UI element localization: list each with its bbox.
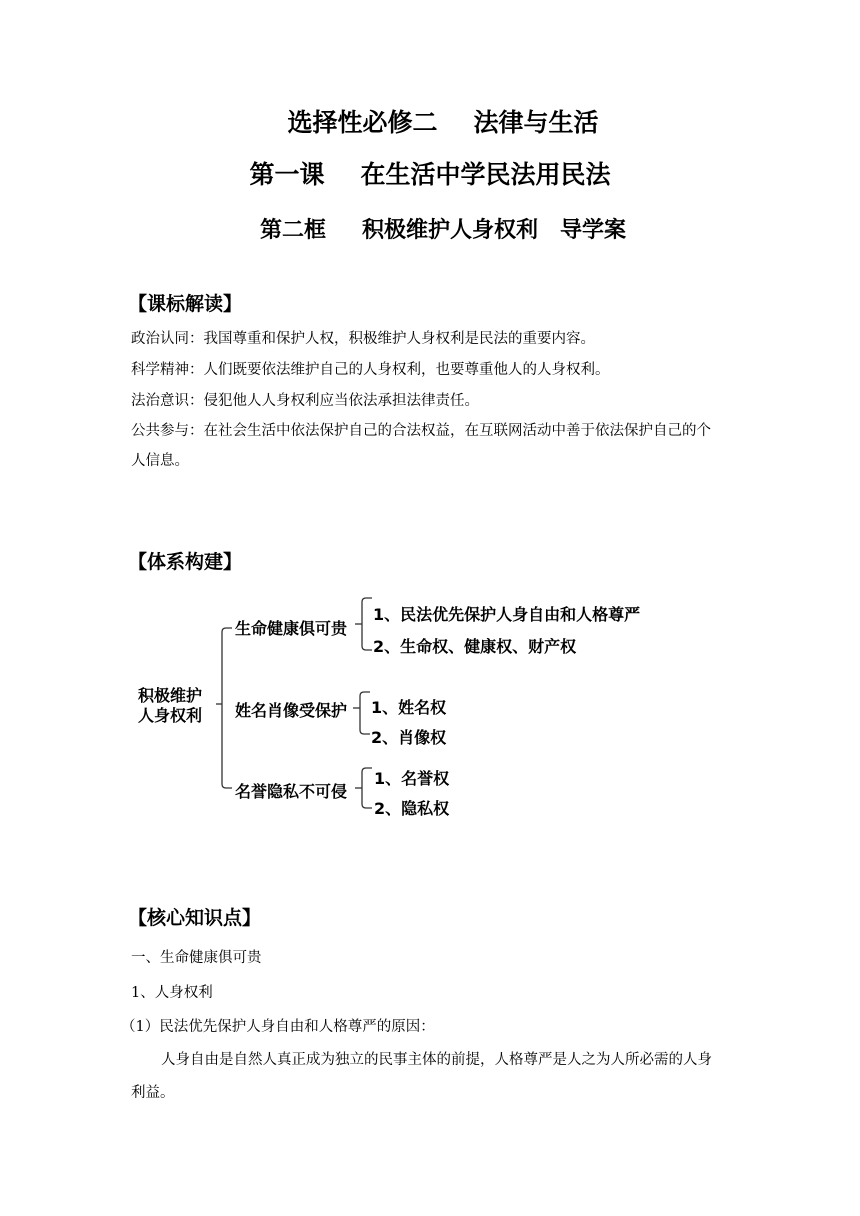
branch-label-reputation-privacy: 名誉隐私不可侵: [235, 782, 348, 801]
section-heading-core: 【核心知识点】: [128, 907, 262, 929]
core-line: （1）民法优先保护人身自由和人格尊严的原因：: [121, 1019, 435, 1035]
title-line-2: [0, 155, 860, 191]
core-line: 利益。: [131, 1085, 175, 1101]
diagram-root-line: 人身权利: [138, 706, 203, 725]
core-line: 1、人身权利: [131, 985, 213, 1001]
standard-line: 人信息。: [131, 453, 189, 469]
branch-label-life-health: 生命健康俱可贵: [235, 619, 348, 638]
main-bracket: [222, 628, 232, 788]
title-frame-number: 第二框: [259, 217, 326, 243]
title-frame-name: 积极维护人身权利: [361, 217, 538, 243]
standard-line: 公共参与：在社会生活中依法保护自己的合法权益，在互联网活动中善于依法保护自己的个: [131, 423, 711, 439]
branch-item: 2、隐私权: [374, 799, 450, 818]
branch-bracket-2: [360, 692, 370, 734]
branch-label-name-portrait: 姓名肖像受保护: [235, 701, 348, 720]
title-line-1: [0, 103, 860, 139]
branch-item: 1、民法优先保护人身自由和人格尊严: [373, 605, 641, 624]
title-lesson-number: 第一课: [249, 160, 325, 189]
diagram-root-line: 积极维护: [138, 686, 203, 705]
branch-item: 2、肖像权: [371, 728, 447, 747]
branch-item: 1、名誉权: [374, 769, 450, 788]
branch-item: 1、姓名权: [371, 698, 447, 717]
title-line-3: [0, 213, 860, 244]
branch-item: 2、生命权、健康权、财产权: [373, 637, 577, 656]
branch-bracket-1: [362, 598, 372, 650]
core-line: 一、生命健康俱可贵: [131, 950, 262, 966]
title-guide-label: 导学案: [560, 217, 627, 243]
section-heading-standard: 【课标解读】: [128, 293, 243, 315]
title-textbook: 选择性必修二: [287, 108, 438, 137]
branch-bracket-3: [362, 768, 372, 808]
standard-line: 法治意识：侵犯他人人身权利应当依法承担法律责任。: [131, 393, 479, 409]
core-line: 人身自由是自然人真正成为独立的民事主体的前提，人格尊严是人之为人所必需的人身: [161, 1052, 712, 1068]
title-lesson-name: 在生活中学民法用民法: [360, 160, 611, 189]
diagram-root: [138, 686, 202, 726]
section-heading-system: 【体系构建】: [128, 551, 243, 573]
title-module: 法律与生活: [473, 108, 599, 137]
system-diagram: [128, 588, 668, 828]
standard-line: 科学精神：人们既要依法维护自己的人身权利，也要尊重他人的人身权利。: [131, 362, 610, 378]
standard-line: 政治认同：我国尊重和保护人权，积极维护人身权利是民法的重要内容。: [131, 331, 595, 347]
